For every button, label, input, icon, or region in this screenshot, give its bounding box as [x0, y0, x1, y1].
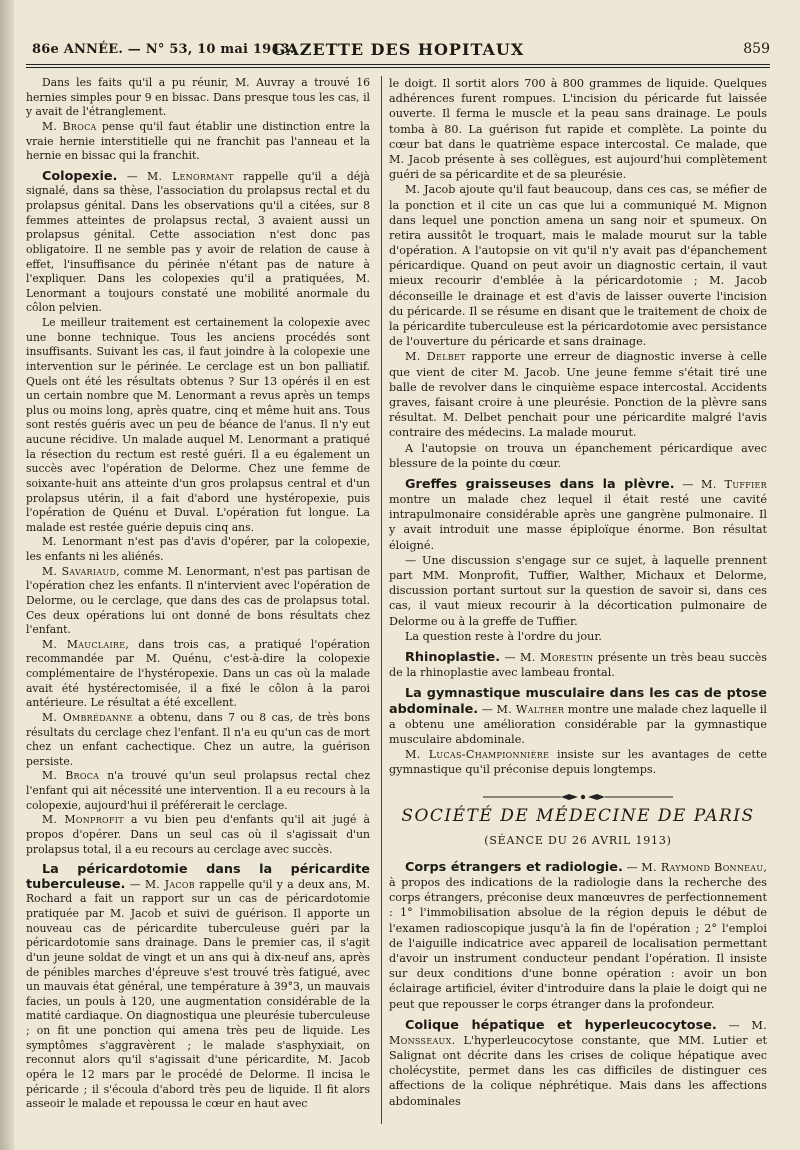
paragraph: M. Monprofit a vu bien peu d'enfants qu'il ait jugé à propos d'opérer. Dans un seul cas où il s'agissait d'un prolapsus total, il a eu recours au cerclage avec succès. — [26, 813, 370, 856]
left-column — [26, 76, 370, 1112]
section-colique-hepatique: Colique hépatique et hyperleucocytose. — M. Monsseaux. L'hyperleucocytose constante, que MM. Lutier et Salignat ont décrite dans les crises de colique hépatique avec cholécystite, permet dans les cas difficiles de distinguer ces affections de la colique néphrétique. Mais dans les affections abdominales — [389, 1017, 767, 1108]
page-number: 859 — [743, 41, 770, 57]
paragraph: Dans les faits qu'il a pu réunir, M. Auvray a trouvé 16 hernies simples pour 9 en bissac. Dans presque tous les cas, il y avait de l'étranglement. — [26, 76, 370, 119]
section-corps-etrangers: Corps étrangers et radiologie. — M. Raymond Bonneau, à propos des indications de la radiologie dans la recherche des corps étrangers, préconise deux manœuvres de perfectionnement : 1° l'immobilisation absolue de la région depuis le début de l'examen radioscopique jusqu'à la fin de l'opération ; 2° l'emploi de l'aiguille indicatrice avec appareil de localisation permettant d'avoir un instrument conducteur pendant l'opération. Il insiste sur deux conditions d'une bonne opération : avoir un bon éclairage artificiel, éviter d'introduire dans la plaie le doigt qui ne peut que repousser le corps étranger dans la profondeur. — [389, 859, 767, 1011]
society-heading: SOCIÉTÉ DE MÉDECINE DE PARIS — [401, 806, 755, 827]
section-pericardotomie: La péricardotomie dans la péricardite tuberculeuse. — M. Jacob rappelle qu'il y a deux ans, M. Rochard a fait un rapport sur un cas de péricardotomie pratiquée par M. Jacob et suivi de guérison. Il apporte un nouveau cas de péricardite tuberculeuse guéri par la péricardotomie sans drainage. Dans le premier cas, il s'agit d'un jeune soldat de vingt et un ans qui à dix-neuf ans, après de pénibles marches d'épreuve s'est trouvé très fatigué, avec un mauvais état général, une température à 39°3, un mauvais facies, un pouls à 120, une augmentation considérable de la matité cardiaque. On diagnostiqua une pleurésie tuberculeuse ; on fit une ponction qui amena très peu de liquide. Les symptômes s'aggravèrent ; le malade s'asphyxiait, on reconnut alors qu'il s'agissait d'une péricardite, M. Jacob opéra le 12 mars par le procédé de Delorme. Il incisa le péricarde ; il s'écoula d'abord très peu de liquide. Il fit alors asseoir le malade et repoussa le cœur en haut avec — [26, 862, 370, 1111]
paragraph: Le meilleur traitement est certainement la colopexie avec une bonne technique. Tous les anciens procédés sont insuffisants. Suivant les cas, il faut joindre à la colopexie une intervention sur le périnée. Le cerclage est un bon palliatif. Quels ont été les résultats obtenus ? Sur 13 opérés il en est un certain nombre que M. Lenormant a revus après un temps plus ou moins long, après quatre, cinq et même huit ans. Tous sont restés guéris avec un peu de béance de l'anus. Il n'y eut aucune récidive. Un malade auquel M. Lenormant a pratiqué la résection du rectum est resté guéri. Il a eu également un succès avec l'opération de Delorme. Chez une femme de soixante-huit ans atteinte d'un gros prolapsus central et d'un prolapsus utérin, il a fait d'abord une hystéropexie, puis l'opération de Quénu et Duval. L'opération fut longue. La malade est restée guérie depuis cinq ans. — [26, 316, 370, 534]
session-date: (SÉANCE DU 26 AVRIL 1913) — [484, 833, 672, 847]
speaker-name: M. Broca — [42, 119, 97, 133]
section-title: Colique hépatique et hyperleucocytose. — [405, 1017, 717, 1033]
speaker-name: M. Broca — [42, 769, 100, 783]
page-edge-shadow — [0, 0, 14, 1150]
section-title: Colopexie. — [42, 168, 118, 184]
page-header — [26, 38, 770, 60]
speaker-name: M. Jacob — [144, 877, 195, 891]
header-rule-thin — [26, 67, 770, 68]
speaker-name: M. Raymond Bonneau — [641, 860, 764, 874]
speaker-name: M. Monprofit — [42, 813, 124, 827]
header-rule — [26, 64, 770, 65]
speaker-name: M. Lucas-Championnière — [405, 748, 550, 762]
speaker-name: M. Lenormant — [147, 169, 234, 183]
paragraph: M. Broca n'a trouvé qu'un seul prolapsus rectal chez l'enfant qui ait nécessité une intervention. Il a eu recours à la colopexie, aujourd'hui il préférerait le cerclage. — [26, 769, 371, 812]
paragraph: M. Mauclaire, dans trois cas, a pratiqué l'opération recommandée par M. Quénu, c'est-à-dire la colopexie complémentaire de l'hystéropexie. Dans un cas où la malade avait été hystérectomisée, il a fixé le côlon à la paroi antérieure. Le résultat a été excellent. — [26, 637, 370, 710]
journal-title: GAZETTE DES HOPITAUX — [271, 40, 525, 59]
paragraph: M. Lucas-Championnière insiste sur les avantages de cette gymnastique qu'il préconise depuis longtemps. — [389, 748, 768, 777]
speaker-name: M. Mauclaire — [42, 637, 126, 651]
speaker-name: M. Tuffier — [701, 477, 767, 491]
speaker-name: M. Ombrédanne — [42, 710, 133, 724]
section-title: Greffes graisseuses dans la plèvre. — [405, 476, 675, 492]
paragraph: M. Savariaud, comme M. Lenormant, n'est pas partisan de l'opération chez les enfants. Il n'intervient avec l'opération de Delorme, ou le cerclage, que dans des cas de prolapsus total. Ces deux opérations lui ont donné de bons résultats chez l'enfant. — [26, 564, 370, 637]
paragraph: le doigt. Il sortit alors 700 à 800 grammes de liquide. Quelques adhérences furent rompues. L'incision du péricarde fut laissée ouverte. Il ferma le muscle et la peau sans drainage. Le pouls tomba à 80. La guérison fut rapide et complète. La pointe du cœur bat dans le quatrième espace intercostal. Ce malade, que M. Jacob présente à ses collègues, est aujourd'hui complètement guéri de sa péricardite et de sa pleurésie. — [389, 77, 767, 182]
right-column — [389, 76, 767, 1109]
paragraph: M. Broca pense qu'il faut établir une distinction entre la vraie hernie interstitielle qui ne franchit pas l'anneau et la hernie en bissac qui la franchit. — [26, 119, 370, 163]
speaker-name: M. Savariaud — [42, 564, 117, 578]
column-divider — [381, 76, 382, 1124]
speaker-name: M. Monsseaux — [389, 1018, 767, 1047]
section-rhinoplastie: Rhinoplastie. — M. Morestin présente un très beau succès de la rhinoplastie avec lambeau frontal. — [389, 649, 767, 680]
ornament-divider-icon — [483, 793, 673, 801]
speaker-name: M. Morestin — [519, 650, 594, 664]
section-title: La gymnastique musculaire dans les cas de ptose abdominale. — [389, 686, 767, 717]
section-title: Corps étrangers et radiologie. — [405, 859, 623, 875]
speaker-name: M. Delbet — [405, 350, 466, 364]
paragraph: M. Delbet rapporte une erreur de diagnostic inverse à celle que vient de citer M. Jacob. Une jeune femme s'était tiré une balle de revolver dans le cinquième espace intercostal. Accidents graves, faisant croire à une pleurésie. Ponction de la plèvre sans résultat. M. Delbet penchait pour une péricardite malgré l'avis contraire des médecins. La malade mourut. — [389, 350, 767, 440]
section-gymnastique: La gymnastique musculaire dans les cas de ptose abdominale. — M. Walther montre une malade chez laquelle il a obtenu une amélioration considérable par la gymnastique musculaire abdominale. — [389, 686, 768, 746]
paragraph: M. Jacob ajoute qu'il faut beaucoup, dans ces cas, se méfier de la ponction et il cite un cas que lui a communiqué M. Mignon dans lequel une ponction amena un sang noir et spumeux. On retira aussitôt le troquart, mais le malade mourut sur la table d'opération. A l'autopsie on vit qu'il n'y avait pas d'épanchement péricardique. Quand on peut avoir un diagnostic certain, il vaut mieux recourir d'emblée à la péricardotomie ; M. Jacob déconseille le drainage et est d'avis de laisser ouverte l'incision du péricarde. Il se résume en disant que le traitement de choix de la péricardite tuberculeuse est la péricardotomie avec persistance de l'ouverture du péricarde et sans drainage. — [389, 183, 767, 349]
paragraph: — Une discussion s'engage sur ce sujet, à laquelle prennent part MM. Monprofit, Tuffier, Walther, Michaux et Delorme, discussion portant surtout sur la question de savoir si, dans ces cas, il vaut mieux recourir à la décortication pulmonaire de Delorme ou à la greffe de Tuffier. — [389, 553, 767, 628]
paragraph: M. Lenormant n'est pas d'avis d'opérer, par la colopexie, les enfants ni les aliénés. — [26, 535, 370, 563]
paragraph: La question reste à l'ordre du jour. — [405, 629, 602, 643]
paragraph: A l'autopsie on trouva un épanchement péricardique avec blessure de la pointe du cœur. — [389, 441, 767, 470]
speaker-name: M. Walther — [496, 702, 565, 716]
section-colopexie: Colopexie. — M. Lenormant rappelle qu'il a déjà signalé, dans sa thèse, l'association du prolapsus rectal et du prolapsus génital. Dans les observations qu'il a citées, sur 8 femmes atteintes de prolapsus rectal, 3 avaient aussi un prolapsus génital. Cette association n'est donc pas obligatoire. Il ne semble pas y avoir de relation de cause à effet, l'insuffisance du périnée n'étant pas de nature à l'expliquer. Dans les colopexies qu'il a pratiquées, M. Lenormant a toujours constaté une mobilité anormale du côlon pelvien. — [26, 168, 370, 315]
paragraph: M. Ombrédanne a obtenu, dans 7 ou 8 cas, de très bons résultats du cerclage chez l'enfant. Il n'a eu qu'un cas de mort chez un enfant cachectique. Chez un autre, la guérison persiste. — [26, 710, 370, 768]
section-title: Rhinoplastie. — [405, 649, 501, 665]
section-greffes: Greffes graisseuses dans la plèvre. — M. Tuffier montre un malade chez lequel il était resté une cavité intrapulmonaire considérable après une gangrène pulmonaire. Il y avait introduit une masse épiploïque énorme. Bon résultat éloigné. — [389, 476, 767, 552]
issue-info: 86e ANNÉE. — N° 53, 10 mai 1913. — [32, 42, 295, 57]
section-title: La péricardotomie dans la péricardite tuberculeuse. — [26, 862, 370, 892]
